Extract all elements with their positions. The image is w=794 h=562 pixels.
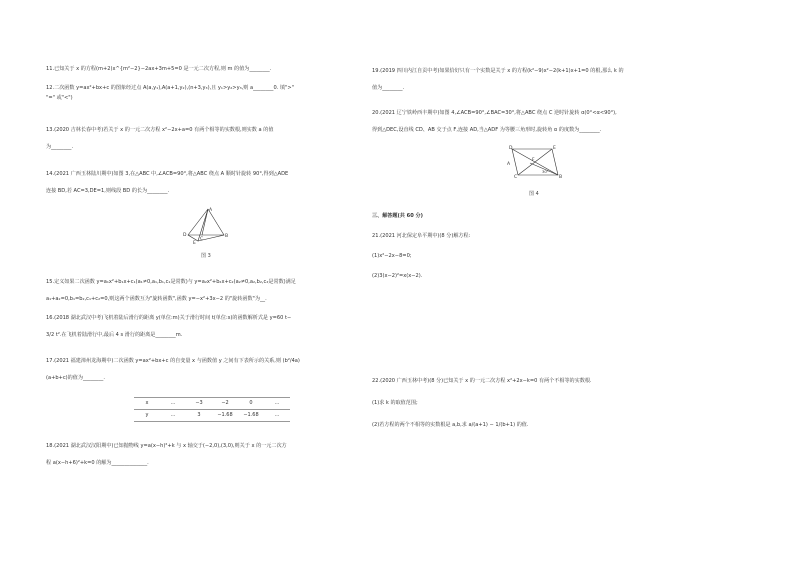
fig3-label-e: E xyxy=(193,241,196,245)
table-cell: −2 xyxy=(212,398,238,410)
figure-3-diagram xyxy=(176,205,238,245)
question-14-line-1: 14.(2021 广西玉林陆川期中)如图 3,在△ABC 中,∠ACB=90°,将△ABC 绕点 A 顺时针旋转 90°,得到△ADE xyxy=(46,171,289,177)
table-cell: y xyxy=(134,410,160,422)
values-table xyxy=(134,397,290,422)
question-16-line-2: 3/2 t².在飞机着陆滑行中,最后 4 s 滑行的距离是________m. xyxy=(46,332,183,338)
fig4-label-e: E xyxy=(553,146,556,151)
table-cell: −3 xyxy=(186,398,212,410)
question-12-line-1: 12.二次函数 y=ax²+bx+c 的图象经过点 A(a,y₁),A(a+1,y₂),(n+3,y₃),且 y₁>y₂>y₃,则 a________0. 填">" xyxy=(46,85,294,91)
table-cell: … xyxy=(160,410,186,422)
question-20-line-1: 20.(2021 辽宁铁岭西丰期中)如图 4,∠ACB=90°,∠BAC=30°,将△ABC 绕点 C 逆时针旋转 α(0°<α<90°), xyxy=(372,110,617,116)
question-20-line-2: 得到△DEC,设直线 CD、AB 交于点 F,连接 AD,当△ADF 为等腰三角形时,旋转角 α 的度数为________. xyxy=(372,127,602,133)
question-19 xyxy=(372,68,702,92)
question-14 xyxy=(46,171,376,195)
question-17 xyxy=(46,358,376,382)
table-cell: … xyxy=(264,410,290,422)
question-21-part-2: (2)3(x−2)²=x(x−2). xyxy=(372,273,423,279)
fig4-label-d: D xyxy=(509,146,513,151)
question-15-line-1: 15.定义如果二次函数 y=a₁x²+b₁x+c₁(a₁≠0,a₁,b₁,c₁是常数)与 y=a₂x²+b₂x+c₂(a₂≠0,a₂,b₂,c₂是常数)满足 xyxy=(46,279,296,285)
fig4-angle-label: 30° xyxy=(542,169,549,174)
question-19-line-2: 值为________. xyxy=(372,85,405,91)
question-16 xyxy=(46,315,376,339)
question-12 xyxy=(46,85,376,102)
question-12-line-2: "=" 或"<") xyxy=(46,95,73,101)
table-cell: 0 xyxy=(238,398,264,410)
fig3-label-a: A xyxy=(209,208,213,213)
table-cell: −1.68 xyxy=(238,410,264,422)
table-cell: −1.68 xyxy=(212,410,238,422)
table-row xyxy=(134,398,290,410)
fig3-label-c: C xyxy=(200,237,204,242)
question-18 xyxy=(46,443,376,467)
question-21-part-1: (1)x²−2x−8=0; xyxy=(372,253,412,259)
figure-3-caption: 图 3 xyxy=(201,253,211,259)
question-16-line-1: 16.(2018 湖北武汉中考)飞机着陆后滑行的距离 y(单位:m)关于滑行时间 t(单位:s)的函数解析式是 y=60 t− xyxy=(46,315,292,321)
question-17-line-1: 17.(2021 福建漳州龙海期中)二次函数 y=ax²+bx+c 的自变量 x 与函数值 y 之间有下表所示的关系,则 (b²/4a) xyxy=(46,358,300,364)
question-20 xyxy=(372,110,702,134)
fig3-label-b: B xyxy=(225,234,229,239)
question-17-line-2: (a+b+c)的值为________. xyxy=(46,375,105,381)
question-18-line-2: 程 a(x−h+6)²+k=0 的解为______________. xyxy=(46,460,149,466)
fig4-label-a: A xyxy=(507,162,511,167)
fig4-label-b: B xyxy=(559,175,563,179)
table-row xyxy=(134,410,290,422)
section-title-3: 三、解答题(共 60 分) xyxy=(372,213,423,219)
fig3-label-d: D xyxy=(183,233,187,238)
figure-4-caption: 图 4 xyxy=(529,191,539,197)
question-18-line-1: 18.(2021 湖北武汉汉阳期中)已知抛物线 y=a(x−h)²+k 与 x 轴交于(−2,0),(3,0),则关于 x 的一元二次方 xyxy=(46,443,287,449)
table-cell: 3 xyxy=(186,410,212,422)
question-14-line-2: 连接 BD,若 AC=3,DE=1,则线段 BD 的长为________. xyxy=(46,188,170,194)
fig4-label-c: C xyxy=(514,175,518,179)
question-22: 22.(2020 广西玉林中考)(8 分)已知关于 x 的一元二次方程 x²+2x−k=0 有两个不相等的实数根. xyxy=(372,378,592,384)
question-15 xyxy=(46,279,376,303)
question-21: 21.(2021 河北保定阜平期中)(8 分)解方程: xyxy=(372,233,471,239)
question-11: 11.已知关于 x 的方程(m+2)x^{m²−2}−2ax+3m+5=0 是一元二次方程,则 m 的值为________. xyxy=(46,66,272,72)
question-13-line-2: 为________. xyxy=(46,144,74,150)
question-13 xyxy=(46,127,376,151)
table-cell: … xyxy=(160,398,186,410)
question-22-part-2: (2)若方程的两个不相等的实数根是 a,b,求 a/(a+1) − 1/(b+1) 的值. xyxy=(372,422,529,428)
question-22-part-1: (1)求 k 的取值范围; xyxy=(372,400,418,406)
table-cell: … xyxy=(264,398,290,410)
table-cell: x xyxy=(134,398,160,410)
figure-4-diagram xyxy=(506,145,564,179)
question-19-line-1: 19.(2019 四川内江自贡中考)如果恰好只有一个实数是关于 x 的方程(k²−9)x²−2(k+1)x+1=0 的根,那么 k 的 xyxy=(372,68,624,74)
fig4-label-f: F xyxy=(532,158,535,163)
question-13-line-1: 13.(2020 吉林长春中考)若关于 x 的一元二次方程 x²−2x+a=0 有两个相等的实数根,则实数 a 的值 xyxy=(46,127,274,133)
question-15-line-2: a₁+a₂=0,b₁=b₂,c₁+c₂=0,则这两个函数互为"旋转函数",函数 y=−x²+3x−2 的"旋转函数"为__. xyxy=(46,296,267,302)
